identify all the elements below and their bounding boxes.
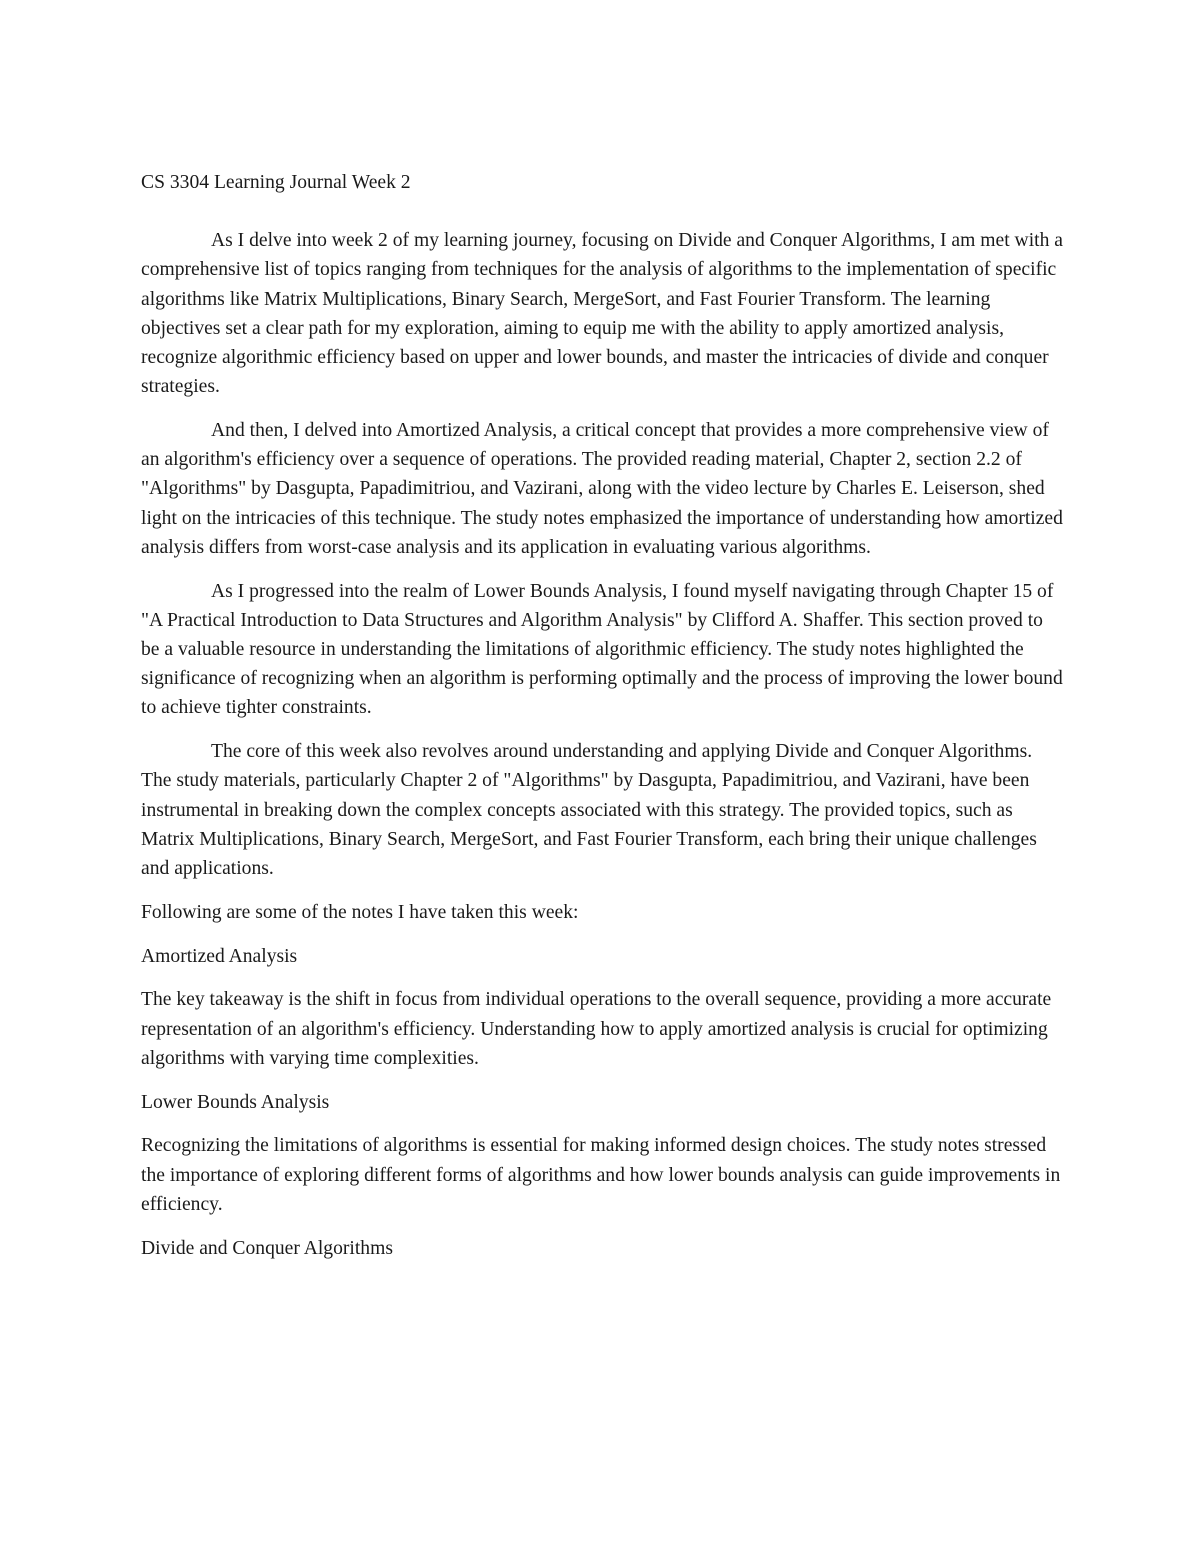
paragraph-intro: As I delve into week 2 of my learning journey, focusing on Divide and Conquer Algorithms, I am met with a comprehensive list of topics ranging from techniques for the analysis of algorithms to the implementation of specific algorithms like Matrix Multiplications, Binary Search, MergeSort, and Fast Fourier Transform. The learning objectives set a clear path for my exploration, aiming to equip me with the ability to apply amortized analysis, recognize algorithmic efficiency based on upper and lower bounds, and master the intricacies of divide and conquer strategies. <box>141 230 1063 398</box>
document-title: CS 3304 Learning Journal Week 2 <box>141 172 411 193</box>
note-text-lower-bounds: Recognizing the limitations of algorithms is essential for making informed design choices. The study notes stressed the importance of exploring different forms of algorithms and how lower bounds analysis can guide improvements in efficiency. <box>141 1135 1061 1215</box>
paragraph-lower-bounds: As I progressed into the realm of Lower Bounds Analysis, I found myself navigating through Chapter 15 of "A Practical Introduction to Data Structures and Algorithm Analysis" by Clifford A. Shaffer. This section proved to be a valuable resource in understanding the limitations of algorithmic efficiency. The study notes highlighted the significance of recognizing when an algorithm is performing optimally and the process of improving the lower bound to achieve tighter constraints. <box>141 580 1063 719</box>
note-text-amortized: The key takeaway is the shift in focus from individual operations to the overall sequence, providing a more accurate representation of an algorithm's efficiency. Understanding how to apply amortized analysis is crucial for optimizing algorithms with varying time complexities. <box>141 989 1052 1069</box>
note-heading-divide-conquer: Divide and Conquer Algorithms <box>141 1237 393 1259</box>
notes-intro: Following are some of the notes I have taken this week: <box>141 901 579 923</box>
note-heading-amortized: Amortized Analysis <box>141 945 298 967</box>
note-heading-lower-bounds: Lower Bounds Analysis <box>141 1091 330 1113</box>
paragraph-amortized: And then, I delved into Amortized Analysis, a critical concept that provides a more comprehensive view of an algorithm's efficiency over a sequence of operations. The provided reading material, Chapter 2, section 2.2 of "Algorithms" by Dasgupta, Papadimitriou, and Vazirani, along with the video lecture by Charles E. Leiserson, shed light on the intricacies of this technique. The study notes emphasized the importance of understanding how amortized analysis differs from worst-case analysis and its application in evaluating various algorithms. <box>141 420 1063 558</box>
document-body <box>141 168 1066 1277</box>
paragraph-divide-conquer: The core of this week also revolves around understanding and applying Divide and Conquer Algorithms. The study materials, particularly Chapter 2 of "Algorithms" by Dasgupta, Papadimitriou, and Vazirani, have been instrumental in breaking down the complex concepts associated with this strategy. The provided topics, such as Matrix Multiplications, Binary Search, MergeSort, and Fast Fourier Transform, each bring their unique challenges and applications. <box>141 741 1037 880</box>
